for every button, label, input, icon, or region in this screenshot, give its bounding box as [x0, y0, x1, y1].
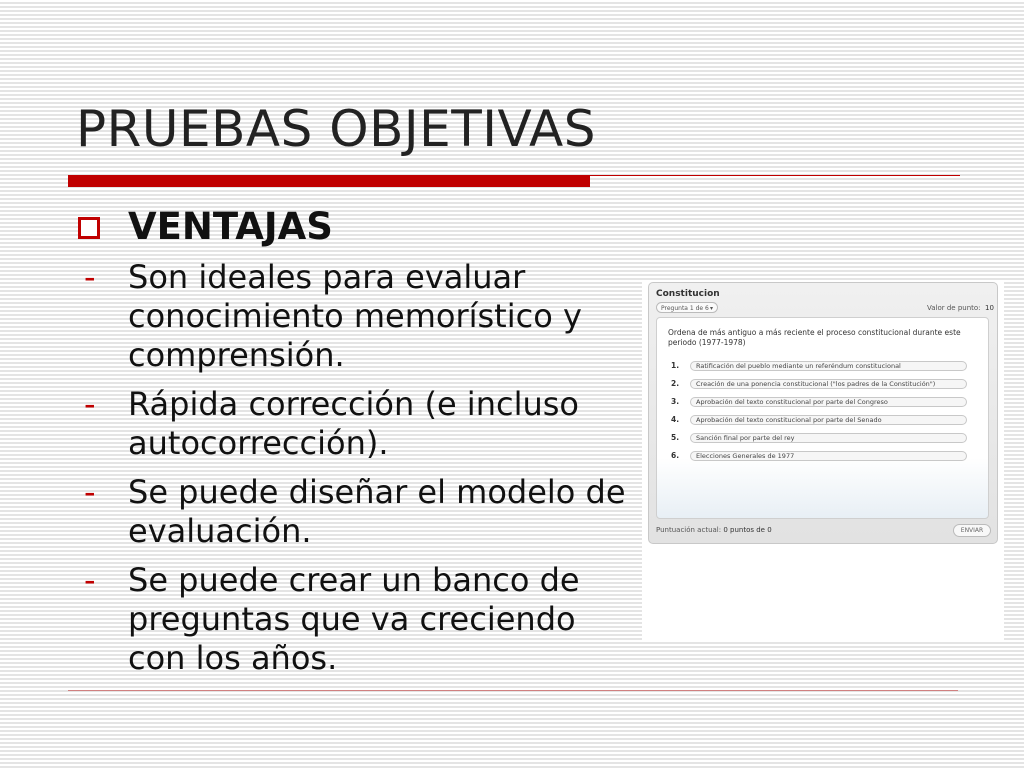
heading-row [78, 205, 333, 248]
item-pill: Aprobación del texto constitucional por parte del Senado [690, 415, 967, 425]
section-heading: VENTAJAS [128, 205, 333, 248]
title-underline [68, 175, 590, 187]
item-pill: Aprobación del texto constitucional por parte del Congreso [690, 397, 967, 407]
dash-marker: - [84, 385, 96, 423]
bullet-text: Se puede diseñar el modelo de evaluación. [128, 473, 626, 550]
quiz-screenshot [642, 280, 1004, 642]
dash-marker: - [84, 473, 96, 511]
score-value: 0 puntos de 0 [723, 526, 772, 534]
score-label: Puntuación actual: [656, 526, 722, 534]
footer-rule [68, 690, 958, 691]
item-pill: Creación de una ponencia constitucional ("los padres de la Constitución") [690, 379, 967, 389]
item-number: 3. [671, 397, 680, 406]
bullet-text: Son ideales para evaluar conocimiento memorístico y comprensión. [128, 258, 582, 374]
ordering-item[interactable] [671, 432, 967, 443]
slide-title: PRUEBAS OBJETIVAS [76, 100, 596, 158]
quiz-panel [648, 282, 998, 544]
question-text: Ordena de más antiguo a más reciente el proceso constitucional durante este periodo (1977-1978) [668, 328, 961, 347]
dash-marker: - [84, 561, 96, 599]
title-underline-thin [590, 175, 960, 176]
dash-marker: - [84, 258, 96, 296]
ordering-item[interactable] [671, 360, 967, 371]
points-value: 10 [985, 304, 994, 312]
item-pill: Sanción final por parte del rey [690, 433, 967, 443]
item-pill: Ratificación del pueblo mediante un referéndum constitucional [690, 361, 967, 371]
bullet-item [76, 473, 636, 551]
checkbox-bullet-icon [78, 217, 100, 239]
question-select[interactable] [656, 302, 718, 313]
send-button[interactable]: ENVIAR [953, 524, 991, 537]
item-number: 2. [671, 379, 680, 388]
ordering-item[interactable] [671, 450, 967, 461]
question-card [656, 317, 989, 519]
question-select-value: Pregunta 1 de 6 [661, 305, 709, 312]
ordering-item[interactable] [671, 396, 967, 407]
bullet-item [76, 258, 636, 375]
points-label: Valor de punto: [927, 304, 981, 312]
item-number: 5. [671, 433, 680, 442]
bullet-list [76, 258, 636, 688]
chevron-down-icon: ▾ [709, 305, 713, 312]
quiz-title: Constitucion [656, 289, 720, 299]
item-number: 1. [671, 361, 680, 370]
ordering-item[interactable] [671, 378, 967, 389]
score-readout [656, 526, 772, 534]
bullet-item [76, 561, 636, 678]
bullet-item [76, 385, 636, 463]
ordering-item[interactable] [671, 414, 967, 425]
bullet-text: Se puede crear un banco de preguntas que va creciendo con los años. [128, 561, 580, 677]
item-number: 4. [671, 415, 680, 424]
item-pill: Elecciones Generales de 1977 [690, 451, 967, 461]
item-number: 6. [671, 451, 680, 460]
bullet-text: Rápida corrección (e incluso autocorrección). [128, 385, 579, 462]
